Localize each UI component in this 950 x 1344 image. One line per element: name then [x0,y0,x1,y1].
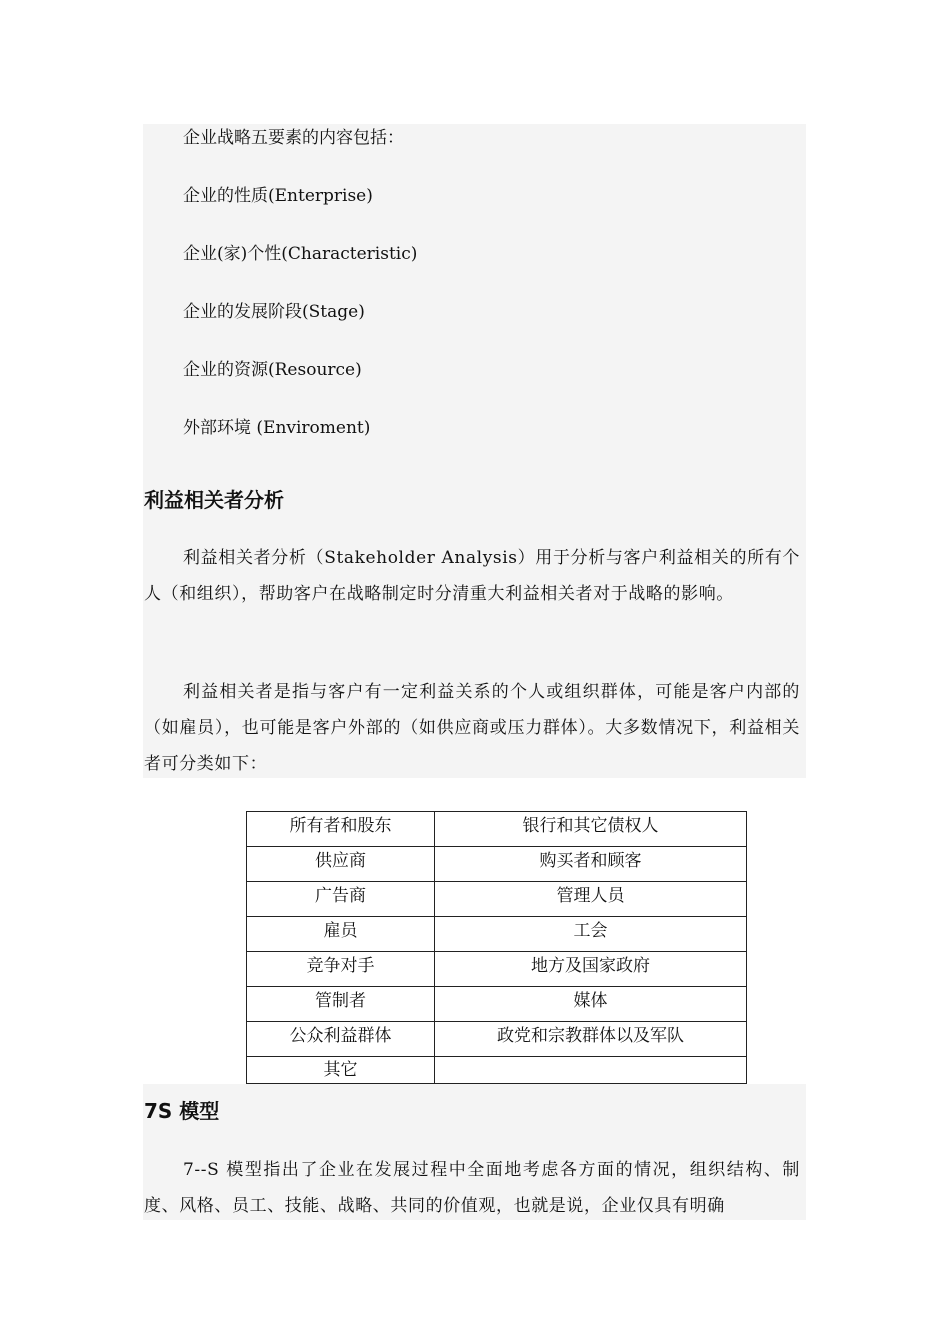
stakeholder-paragraph-1: 利益相关者分析（Stakeholder Analysis）用于分析与客户利益相关的所有个人（和组织），帮助客户在战略制定时分清重大利益相关者对于战略的影响。 [144,548,800,604]
table-cell: 地方及国家政府 [435,952,747,987]
seven-s-paragraph: 7--S 模型指出了企业在发展过程中全面地考虑各方面的情况，组织结构、制度、风格、员工、技能、战略、共同的价值观，也就是说，企业仅具有明确 [144,1160,800,1216]
table-cell: 广告商 [247,882,435,917]
table-cell: 工会 [435,917,747,952]
table-cell: 政党和宗教群体以及军队 [435,1022,747,1057]
stakeholder-table [246,811,747,1084]
table-cell: 雇员 [247,917,435,952]
five-elements-item: 企业的性质(Enterprise) [183,186,373,206]
table-cell: 管理人员 [435,882,747,917]
table-cell: 购买者和顾客 [435,847,747,882]
table-cell: 银行和其它债权人 [435,812,747,847]
five-elements-item: 企业(家)个性(Characteristic) [183,244,418,264]
table-cell [435,1057,747,1084]
table-cell: 管制者 [247,987,435,1022]
table-row [247,917,747,952]
table-cell: 所有者和股东 [247,812,435,847]
stakeholder-heading: 利益相关者分析 [144,488,284,512]
table-row [247,882,747,917]
five-elements-item: 企业的发展阶段(Stage) [183,302,365,322]
table-row [247,952,747,987]
stakeholder-paragraph-2: 利益相关者是指与客户有一定利益关系的个人或组织群体，可能是客户内部的（如雇员），也可能是客户外部的（如供应商或压力群体）。大多数情况下，利益相关者可分类如下： [144,682,800,774]
five-elements-item: 外部环境 (Enviroment) [183,418,371,438]
table-row [247,987,747,1022]
seven-s-heading: 7S 模型 [144,1099,220,1123]
table-cell: 公众利益群体 [247,1022,435,1057]
table-row [247,812,747,847]
table-cell: 竞争对手 [247,952,435,987]
table-row [247,1022,747,1057]
five-elements-item: 企业的资源(Resource) [183,360,362,380]
table-cell: 媒体 [435,987,747,1022]
table-cell: 供应商 [247,847,435,882]
table-cell: 其它 [247,1057,435,1084]
five-elements-intro: 企业战略五要素的内容包括： [183,128,404,148]
table-row [247,1057,747,1084]
table-row [247,847,747,882]
